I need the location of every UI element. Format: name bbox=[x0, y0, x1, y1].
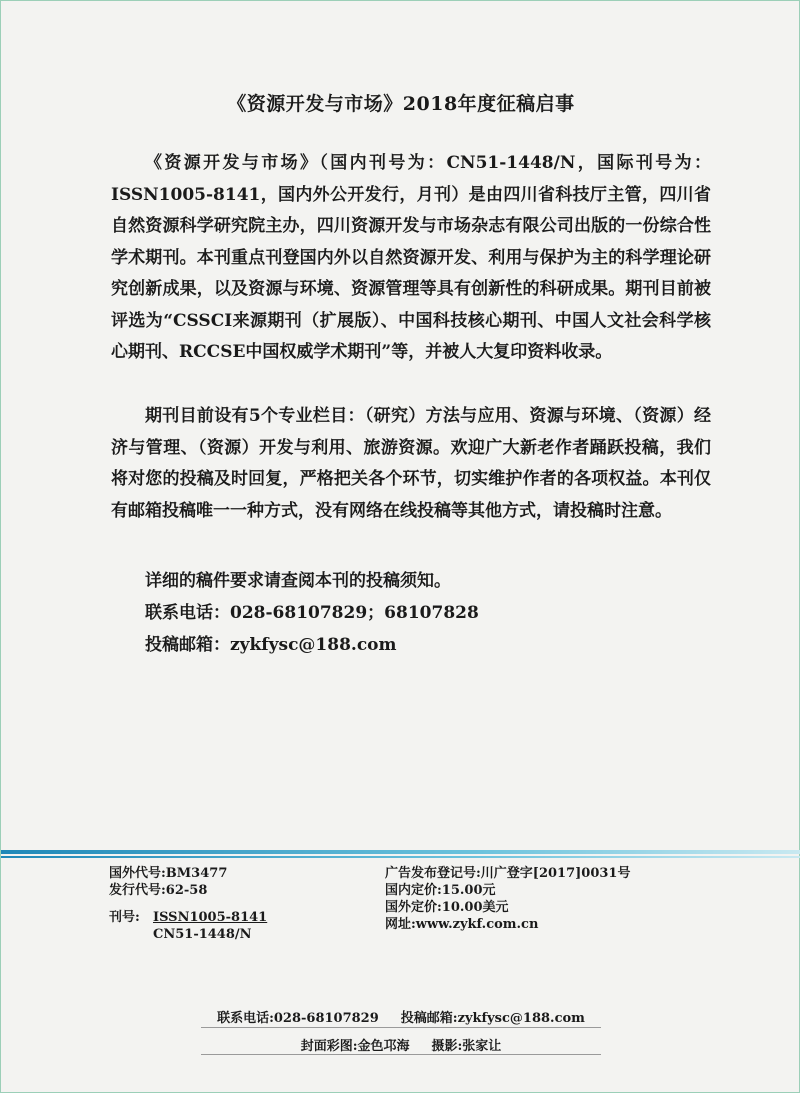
footer-email: 投稿邮箱:zykfysc@188.com bbox=[400, 1011, 585, 1026]
contact-phone: 联系电话：028-68107829；68107828 bbox=[145, 603, 479, 623]
cn-number: CN51-1448/N bbox=[153, 927, 252, 942]
divider-thin bbox=[1, 856, 800, 858]
footer-rule-1 bbox=[201, 1027, 601, 1028]
serial-number-values bbox=[153, 909, 267, 943]
footer-phone: 联系电话:028-68107829 bbox=[217, 1011, 379, 1026]
ad-license: 广告发布登记号:川广登字[2017]0031号 bbox=[385, 866, 631, 881]
notice-title: 《资源开发与市场》2018年度征稿启事 bbox=[227, 93, 575, 115]
divider-thick bbox=[1, 850, 800, 854]
domestic-price: 国内定价:15.00元 bbox=[385, 883, 496, 898]
foreign-code: 国外代号:BM3477 bbox=[109, 866, 228, 881]
footer-contact bbox=[1, 1007, 800, 1026]
columns-paragraph: 期刊目前设有5个专业栏目：（研究）方法与应用、资源与环境、（资源）经济与管理、（资源）开发与利用、旅游资源。欢迎广大新老作者踊跃投稿，我们将对您的投稿及时回复，严格把关各个环节，切实维护作者的各项权益。本刊仅有邮箱投稿唯一一种方式，没有网络在线投稿等其他方式，请投稿时注意。 bbox=[111, 406, 711, 521]
issn-number: ISSN1005-8141 bbox=[153, 910, 268, 925]
publication-details bbox=[385, 865, 630, 933]
website: 网址:www.zykf.com.cn bbox=[385, 917, 539, 932]
issue-code: 发行代号:62-58 bbox=[109, 883, 208, 898]
divider-rule bbox=[1, 850, 800, 860]
contact-email: 投稿邮箱：zykfysc@188.com bbox=[145, 635, 397, 655]
footer-rule-2 bbox=[201, 1054, 601, 1055]
guide-line: 详细的稿件要求请查阅本刊的投稿须知。 bbox=[145, 571, 451, 591]
cover-photo: 封面彩图:金色邛海 bbox=[300, 1039, 410, 1054]
kanhao-label: 刊号: bbox=[109, 910, 140, 925]
foreign-price: 国外定价:10.00美元 bbox=[385, 900, 509, 915]
serial-numbers bbox=[109, 909, 267, 943]
footer-credits bbox=[1, 1035, 800, 1054]
publication-codes bbox=[109, 865, 227, 899]
intro-paragraph: 《资源开发与市场》（国内刊号为：CN51-1448/N，国际刊号为：ISSN1005-8141，国内外公开发行，月刊）是由四川省科技厅主管，四川省自然资源科学研究院主办，四川资源开发与市场杂志有限公司出版的一份综合性学术期刊。本刊重点刊登国内外以自然资源开发、利用与保护为主的科学理论研究创新成果，以及资源与环境、资源管理等具有创新性的科研成果。期刊目前被评选为“CSSCI来源期刊（扩展版）、中国科技核心期刊、中国人文社会科学核心期刊、RCCSE中国权威学术期刊”等，并被人大复印资料收录。 bbox=[111, 153, 711, 362]
photographer: 摄影:张家让 bbox=[431, 1039, 502, 1054]
